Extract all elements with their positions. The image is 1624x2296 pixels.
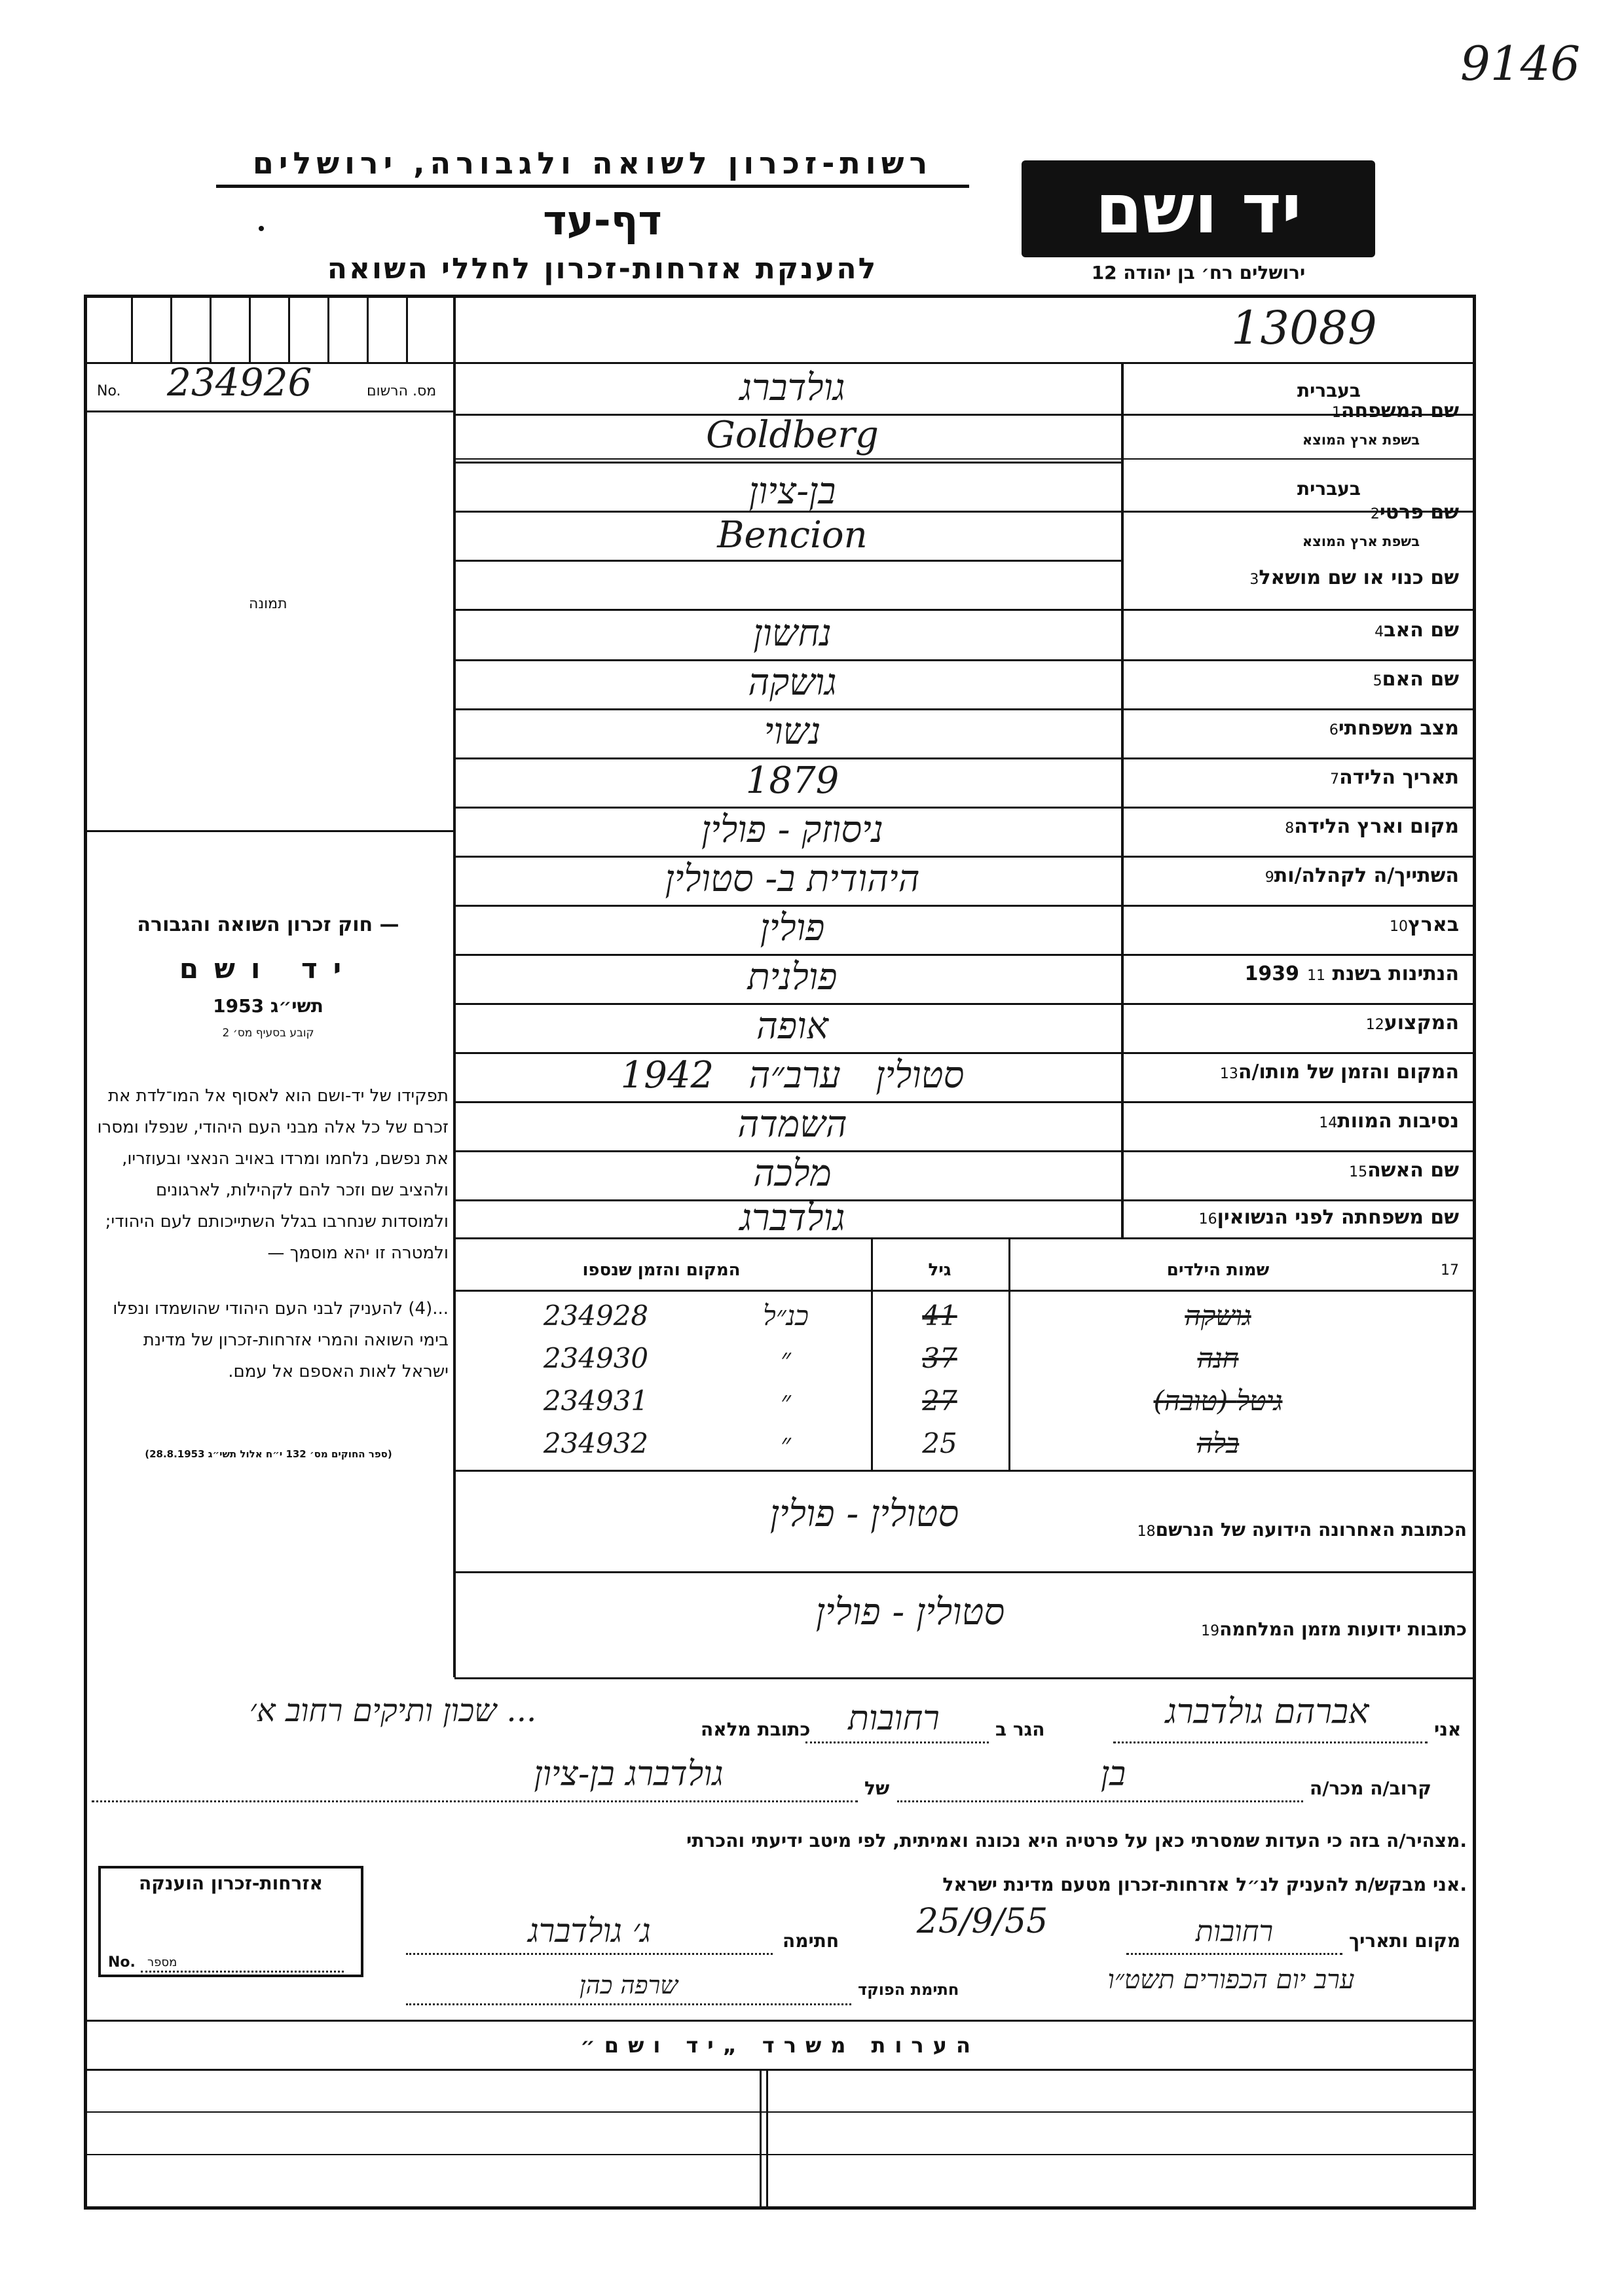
last-address-label: הכתובת האחרונה הידועה של הנרשם18 bbox=[1137, 1519, 1467, 1540]
official-signature: שרפה כהן bbox=[579, 1971, 678, 1999]
stamp-number-label: מספר bbox=[147, 1956, 177, 1969]
yad-vashem-logo: יד ושם bbox=[1022, 160, 1375, 257]
full-address-label: כתובת מלאה bbox=[701, 1719, 811, 1740]
surname-hebrew: גולדברג bbox=[739, 367, 845, 409]
field-label-death-circumstances: נסיבות המוות14 bbox=[1319, 1110, 1459, 1133]
children-names-header: שמות הילדים bbox=[1166, 1260, 1270, 1280]
field-label-wife-name: שם האשה15 bbox=[1349, 1159, 1459, 1182]
law-name: יד ושם bbox=[179, 953, 358, 985]
child-registration-number: 234932 bbox=[543, 1427, 649, 1459]
hebrew-sublabel-1: בעברית bbox=[1297, 380, 1361, 401]
subject-name: גולדברג בן-ציון bbox=[534, 1755, 724, 1794]
law-body-clause-4: ...(4) להעניק לבני העם היהודי שהושמדו ונפלו בימי השואה והמרי אזרחות-זכרון של מדינת ישראל לאות האספם אל עמם. bbox=[113, 1299, 449, 1381]
office-notes-heading: הערות משרד „יד ושם״ bbox=[580, 2033, 980, 2058]
hebrew-sublabel-2: בעברית bbox=[1297, 478, 1361, 500]
organization-address: ירושלים רח׳ בן יהודה 12 bbox=[1091, 262, 1306, 283]
field-label-birth-place: מקום וארץ הלידה8 bbox=[1285, 815, 1459, 838]
sheet-number: 13089 bbox=[1231, 301, 1377, 355]
children-row-number: 17 bbox=[1441, 1262, 1459, 1279]
child-registration-number: 234930 bbox=[543, 1342, 649, 1374]
of-label: של bbox=[864, 1777, 890, 1799]
child-name: בלה bbox=[1196, 1427, 1240, 1459]
declaration-resides-label: הגר ב bbox=[995, 1719, 1045, 1740]
given-name-hebrew: בן-ציון bbox=[748, 470, 836, 513]
nationality: פולנית bbox=[747, 956, 838, 998]
declaration-date: 25/9/55 bbox=[916, 1902, 1048, 1941]
field-label-surname: שם המשפחה1 bbox=[1331, 399, 1459, 422]
child-registration-number: 234931 bbox=[543, 1385, 649, 1417]
country: פולין bbox=[760, 907, 825, 949]
page-title: דף-עד bbox=[543, 196, 662, 244]
declarant-signature: ג׳ גולדברג bbox=[528, 1912, 651, 1950]
children-age-header: גיל bbox=[928, 1260, 951, 1280]
field-label-community: השתייך/ה לקהלה/ות9 bbox=[1264, 864, 1459, 887]
child-name: גושקה bbox=[1185, 1300, 1251, 1332]
relative-label: קרוב/ה מכר/ה bbox=[1310, 1777, 1431, 1799]
law-title: חוק זכרון השואה והגבורה — bbox=[137, 913, 399, 936]
declarant-full-address: שכון ותיקים רחוב א׳ ... bbox=[249, 1692, 537, 1729]
child-registration-number: 234928 bbox=[543, 1300, 649, 1332]
stamp-no-label: No. bbox=[108, 1954, 136, 1971]
field-label-nationality: הנתינות בשנת 193911 bbox=[1244, 962, 1459, 985]
child-place: כנ״ל bbox=[763, 1300, 809, 1332]
mother-name: גושקה bbox=[748, 661, 837, 704]
field-label-given-name: שם פרטי2 bbox=[1370, 501, 1459, 524]
field-label-profession: המקצוע12 bbox=[1365, 1011, 1459, 1034]
field-label-country: בארץ10 bbox=[1389, 913, 1459, 936]
child-name: (טובה) גיטל bbox=[1153, 1385, 1283, 1417]
field-label-nickname: שם כנוי או שם מושאל3 bbox=[1249, 566, 1459, 589]
registration-number: 234926 bbox=[167, 360, 312, 405]
child-place: ״ bbox=[781, 1342, 791, 1374]
declaration-place: רחובות bbox=[1195, 1915, 1274, 1948]
wartime-addresses: סטולין - פולין bbox=[815, 1591, 1005, 1633]
relation: בן bbox=[1100, 1755, 1126, 1794]
given-name-origin: Bencion bbox=[717, 514, 868, 556]
registration-prefix: No. bbox=[97, 383, 121, 399]
signature-label: חתימה bbox=[783, 1930, 840, 1952]
official-signature-label: חתימת הפוקד bbox=[858, 1980, 959, 1999]
law-section: קובע בסעיף מס׳ 2 bbox=[222, 1027, 314, 1040]
organization-name: רשות-זכרון לשואה ולגבורה, ירושלים bbox=[216, 145, 969, 188]
ink-dot bbox=[259, 226, 264, 231]
maiden-name: גולדברג bbox=[739, 1197, 845, 1239]
child-place: ״ bbox=[781, 1385, 791, 1417]
page-subtitle: להענקת אזרחות-זכרון לחללי השואה bbox=[327, 252, 878, 285]
law-year: תשי״ג 1953 bbox=[213, 995, 323, 1017]
declaration-ani: אני bbox=[1434, 1719, 1462, 1740]
child-age: 27 bbox=[922, 1385, 957, 1417]
law-body: תפקידו של יד-ושם הוא לאסוף אל המו־לדת את זכרם של כל אלה מבני העם היהודי, שנפלו ומסרו את נפשם, נלחמו ומרדו באויב הנאצי ובעוזריו, ולהציב שם וזכר להם לקהילות, לארגונים ולמוסדות שנחרבו בגלל השתייכותם לעם היהודי; ולמטרה זו יהא מוסמך — bbox=[97, 1086, 449, 1263]
marital-status: נשוי bbox=[764, 710, 821, 753]
origin-sublabel-2: בשפת ארץ המוצא bbox=[1302, 534, 1420, 549]
profession: אופה bbox=[756, 1005, 829, 1048]
child-age: 37 bbox=[922, 1342, 957, 1374]
field-label-father: שם האב4 bbox=[1375, 619, 1459, 642]
photo-placeholder-label: תמונה bbox=[249, 596, 287, 612]
birth-date: 1879 bbox=[745, 759, 840, 802]
field-label-death-place-time: המקום והזמן של מותו/ה13 bbox=[1219, 1061, 1459, 1084]
field-label-marital-status: מצב משפחתי6 bbox=[1329, 717, 1459, 740]
field-label-maiden-name: שם משפחתה לפני הנשואין16 bbox=[1198, 1206, 1459, 1229]
citizenship-granted-title: אזרחות-זכרון הוענקה bbox=[139, 1872, 323, 1894]
wartime-addresses-label: כתובות ידועות מזמן המלחמה19 bbox=[1201, 1618, 1467, 1640]
surname-origin: Goldberg bbox=[706, 414, 879, 456]
child-name: חנה bbox=[1197, 1342, 1239, 1374]
declarant-name: אברהם גולדברג bbox=[1165, 1692, 1369, 1732]
declaration-request: אני מבקש/ת להעניק לנ״ל אזרחות-זכרון מטעם מדינת ישראל. bbox=[942, 1874, 1467, 1895]
father-name: נחשון bbox=[753, 612, 832, 655]
registration-label: מס. הרשום bbox=[367, 383, 437, 399]
community: היהודית ב- סטולין bbox=[665, 858, 920, 900]
child-age: 41 bbox=[922, 1300, 957, 1332]
last-address: סטולין - פולין bbox=[769, 1493, 959, 1535]
law-reference: (ספר החוקים מס׳ 132 י״ח אלול תשי״ג 28.8.1953) bbox=[145, 1448, 392, 1460]
place-date-label: מקום ותאריך bbox=[1349, 1930, 1461, 1952]
death-place-time: סטולין ערב״ה 1942 bbox=[620, 1054, 965, 1097]
origin-sublabel-1: בשפת ארץ המוצא bbox=[1302, 432, 1420, 448]
children-place-header: המקום והזמן שנספו bbox=[582, 1260, 741, 1280]
field-label-birth-date: תאריך הלידה7 bbox=[1330, 766, 1459, 789]
archive-number: 9146 bbox=[1460, 36, 1581, 91]
declaration-statement: מצהיר/ה בזה כי העדות שמסרתי כאן על פרטיה היא נכונה ואמיתית, לפי מיטב ידיעתי והכרתי. bbox=[686, 1830, 1467, 1851]
death-circumstances: השמדה bbox=[737, 1103, 847, 1146]
wife-name: מלכה bbox=[753, 1152, 832, 1195]
child-age: 25 bbox=[922, 1427, 957, 1459]
child-place: ״ bbox=[781, 1427, 791, 1459]
hebrew-date: ערב יום הכפורים תשט״ו bbox=[1107, 1965, 1355, 1995]
declarant-city: רחובות bbox=[848, 1699, 940, 1738]
birth-place: ניסוזק - פולין bbox=[701, 809, 883, 851]
field-label-mother: שם האם5 bbox=[1373, 668, 1459, 691]
